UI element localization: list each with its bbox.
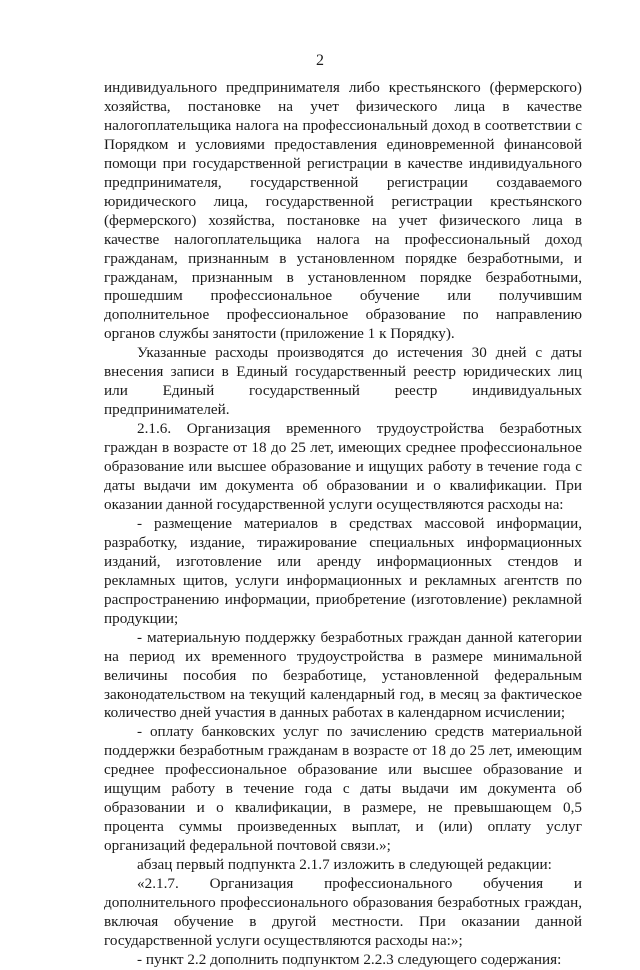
paragraph-1: индивидуального предпринимателя либо крестьянского (фермерского) хозяйства, постановке на учет физического лица в качестве налогоплательщика налога на профессиональный доход в соответствии с Порядком и условиями предоставления единовременной финансовой помощи при государственной регистрации в качестве индивидуального предпринимателя, государственной регистрации создаваемого юридического лица, государственной регистрации крестьянского (фермерского) хозяйства, постановке на учет физического лица в качестве налогоплательщика налога на профессиональный доход гражданам, признанным в установленном порядке безработными, и гражданам, признанным в установленном порядке безработными, прошедшим профессиональное обучение или получившим дополнительное профессиональное образование по направлению органов службы занятости (приложение 1 к Порядку).: [104, 79, 582, 343]
page-number: 2: [316, 52, 324, 69]
paragraph-7: абзац первый подпункта 2.1.7 изложить в следующей редакции:: [137, 856, 552, 874]
paragraph-4: - размещение материалов в средствах массовой информации, разработку, издание, тиражирование специальных информационных изданий, изготовление или аренду информационных стендов и рекламных щитов, услуги информационных и рекламных агентств по распространению информации, приобретение (изготовление) рекламной продукции;: [104, 514, 582, 627]
paragraph-8: «2.1.7. Организация профессионального обучения и дополнительного профессионального образования безработных граждан, включая обучение в другой местности. При оказании данной государственной услуги осуществляются расходы на:»;: [104, 875, 582, 949]
document-body: [104, 79, 582, 970]
paragraph-2: Указанные расходы производятся до истечения 30 дней с даты внесения записи в Единый государственный реестр юридических лиц или Единый государственный реестр индивидуальных предпринимателей.: [104, 344, 582, 419]
paragraph-6: - оплату банковских услуг по зачислению средств материальной поддержки безработным гражданам в возрасте от 18 до 25 лет, имеющим среднее профессиональное образование или высшее образование и ищущим работу в течение года с даты выдачи им документа об образовании и о квалификации, в размере, не превышающем 0,5 процента суммы произведенных выплат, и (или) оплату услуг организаций федеральной почтовой связи.»;: [104, 723, 582, 855]
paragraph-9: - пункт 2.2 дополнить подпунктом 2.2.3 следующего содержания:: [137, 950, 562, 968]
paragraph-5: - материальную поддержку безработных граждан данной категории на период их временного трудоустройства в размере минимальной величины пособия по безработице, установленной федеральным законодательством на текущий календарный год, в месяц за фактическое количество дней участия в данных работах в календарном исчислении;: [104, 628, 582, 722]
paragraph-3: 2.1.6. Организация временного трудоустройства безработных граждан в возрасте от 18 до 25 лет, имеющих среднее профессиональное образование или высшее образование и ищущих работу в течение года с даты выдачи им документа об образовании и о квалификации. При оказании данной государственной услуги осуществляются расходы на:: [104, 420, 582, 513]
